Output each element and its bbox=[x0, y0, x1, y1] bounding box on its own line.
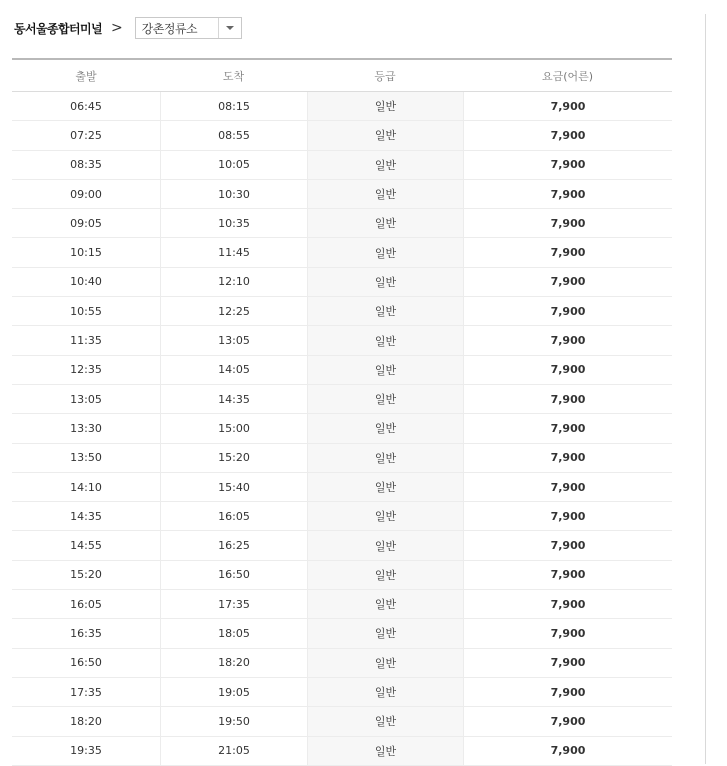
departure-time: 10:55 bbox=[70, 304, 102, 318]
fare: 7,900 bbox=[463, 707, 672, 735]
table-row bbox=[12, 121, 672, 150]
table-row bbox=[12, 92, 672, 121]
arrival-time: 11:45 bbox=[160, 238, 307, 266]
grade: 일반 bbox=[307, 151, 463, 179]
departure-time: 08:35 bbox=[70, 158, 102, 172]
departure-time: 14:10 bbox=[70, 480, 102, 494]
chevron-right-icon: > bbox=[110, 20, 123, 36]
table-row bbox=[12, 737, 672, 766]
table-body bbox=[12, 92, 672, 766]
departure-time: 14:35 bbox=[70, 509, 102, 523]
grade: 일반 bbox=[307, 209, 463, 237]
fare: 7,900 bbox=[463, 92, 672, 120]
arrival-time: 18:20 bbox=[160, 649, 307, 677]
grade: 일반 bbox=[307, 356, 463, 384]
destination-select[interactable] bbox=[135, 17, 242, 39]
departure-time: 19:35 bbox=[70, 744, 102, 758]
table-row bbox=[12, 180, 672, 209]
dropdown-button[interactable] bbox=[218, 18, 241, 38]
departure-time: 10:15 bbox=[70, 246, 102, 260]
arrival-time: 14:35 bbox=[160, 385, 307, 413]
grade: 일반 bbox=[307, 619, 463, 647]
grade: 일반 bbox=[307, 180, 463, 208]
fare: 7,900 bbox=[463, 561, 672, 589]
fare: 7,900 bbox=[463, 297, 672, 325]
fare: 7,900 bbox=[463, 121, 672, 149]
table-row bbox=[12, 678, 672, 707]
fare: 7,900 bbox=[463, 326, 672, 354]
arrival-time: 12:10 bbox=[160, 268, 307, 296]
table-row bbox=[12, 209, 672, 238]
arrival-time: 15:40 bbox=[160, 473, 307, 501]
arrival-time: 10:05 bbox=[160, 151, 307, 179]
table-row bbox=[12, 268, 672, 297]
fare: 7,900 bbox=[463, 444, 672, 472]
grade: 일반 bbox=[307, 92, 463, 120]
table-row bbox=[12, 414, 672, 443]
arrival-time: 13:05 bbox=[160, 326, 307, 354]
arrival-time: 15:20 bbox=[160, 444, 307, 472]
grade: 일반 bbox=[307, 561, 463, 589]
table-row bbox=[12, 356, 672, 385]
column-header-departure: 출발 bbox=[12, 60, 160, 91]
fare: 7,900 bbox=[463, 649, 672, 677]
arrival-time: 16:05 bbox=[160, 502, 307, 530]
arrival-time: 21:05 bbox=[160, 737, 307, 765]
departure-time: 12:35 bbox=[70, 363, 102, 377]
table-row bbox=[12, 385, 672, 414]
grade: 일반 bbox=[307, 414, 463, 442]
departure-time: 16:05 bbox=[70, 597, 102, 611]
grade: 일반 bbox=[307, 268, 463, 296]
departure-time: 17:35 bbox=[70, 685, 102, 699]
grade: 일반 bbox=[307, 649, 463, 677]
table-row bbox=[12, 619, 672, 648]
fare: 7,900 bbox=[463, 238, 672, 266]
table-row bbox=[12, 151, 672, 180]
fare: 7,900 bbox=[463, 151, 672, 179]
grade: 일반 bbox=[307, 502, 463, 530]
table-row bbox=[12, 297, 672, 326]
grade: 일반 bbox=[307, 473, 463, 501]
grade: 일반 bbox=[307, 238, 463, 266]
arrival-time: 10:30 bbox=[160, 180, 307, 208]
arrival-time: 17:35 bbox=[160, 590, 307, 618]
departure-time: 07:25 bbox=[70, 128, 102, 142]
departure-time: 16:35 bbox=[70, 626, 102, 640]
arrival-time: 19:05 bbox=[160, 678, 307, 706]
grade: 일반 bbox=[307, 444, 463, 472]
fare: 7,900 bbox=[463, 590, 672, 618]
table-row bbox=[12, 531, 672, 560]
arrival-time: 16:25 bbox=[160, 531, 307, 559]
grade: 일반 bbox=[307, 707, 463, 735]
grade: 일반 bbox=[307, 737, 463, 765]
departure-time: 10:40 bbox=[70, 275, 102, 289]
fare: 7,900 bbox=[463, 619, 672, 647]
table-row bbox=[12, 707, 672, 736]
fare: 7,900 bbox=[463, 356, 672, 384]
fare: 7,900 bbox=[463, 531, 672, 559]
table-row bbox=[12, 561, 672, 590]
fare: 7,900 bbox=[463, 268, 672, 296]
fare: 7,900 bbox=[463, 678, 672, 706]
grade: 일반 bbox=[307, 590, 463, 618]
grade: 일반 bbox=[307, 121, 463, 149]
chevron-down-icon bbox=[226, 26, 234, 30]
timetable bbox=[12, 58, 672, 766]
table-header bbox=[12, 60, 672, 92]
arrival-time: 18:05 bbox=[160, 619, 307, 647]
destination-select-value: 강촌정류소 bbox=[141, 21, 198, 36]
arrival-time: 12:25 bbox=[160, 297, 307, 325]
fare: 7,900 bbox=[463, 473, 672, 501]
arrival-time: 10:35 bbox=[160, 209, 307, 237]
departure-time: 14:55 bbox=[70, 539, 102, 553]
fare: 7,900 bbox=[463, 414, 672, 442]
column-header-arrival: 도착 bbox=[160, 60, 307, 91]
departure-time: 18:20 bbox=[70, 714, 102, 728]
table-row bbox=[12, 473, 672, 502]
column-header-grade: 등급 bbox=[307, 60, 463, 91]
arrival-time: 08:15 bbox=[160, 92, 307, 120]
grade: 일반 bbox=[307, 385, 463, 413]
fare: 7,900 bbox=[463, 737, 672, 765]
departure-time: 16:50 bbox=[70, 656, 102, 670]
arrival-time: 19:50 bbox=[160, 707, 307, 735]
column-header-fare: 요금(어른) bbox=[463, 60, 672, 91]
fare: 7,900 bbox=[463, 209, 672, 237]
arrival-time: 08:55 bbox=[160, 121, 307, 149]
departure-time: 13:05 bbox=[70, 392, 102, 406]
departure-time: 15:20 bbox=[70, 568, 102, 582]
table-row bbox=[12, 649, 672, 678]
table-row bbox=[12, 444, 672, 473]
grade: 일반 bbox=[307, 297, 463, 325]
departure-time: 09:05 bbox=[70, 216, 102, 230]
page-divider bbox=[705, 14, 706, 764]
departure-time: 13:30 bbox=[70, 421, 102, 435]
arrival-time: 14:05 bbox=[160, 356, 307, 384]
grade: 일반 bbox=[307, 326, 463, 354]
grade: 일반 bbox=[307, 531, 463, 559]
fare: 7,900 bbox=[463, 385, 672, 413]
departure-time: 06:45 bbox=[70, 99, 102, 113]
arrival-time: 15:00 bbox=[160, 414, 307, 442]
fare: 7,900 bbox=[463, 502, 672, 530]
origin-terminal: 동서울종합터미널 bbox=[14, 21, 102, 36]
departure-time: 11:35 bbox=[70, 334, 102, 348]
arrival-time: 16:50 bbox=[160, 561, 307, 589]
table-row bbox=[12, 590, 672, 619]
table-row bbox=[12, 238, 672, 267]
departure-time: 09:00 bbox=[70, 187, 102, 201]
fare: 7,900 bbox=[463, 180, 672, 208]
table-row bbox=[12, 502, 672, 531]
route-selector bbox=[14, 16, 242, 40]
table-row bbox=[12, 326, 672, 355]
grade: 일반 bbox=[307, 678, 463, 706]
departure-time: 13:50 bbox=[70, 451, 102, 465]
